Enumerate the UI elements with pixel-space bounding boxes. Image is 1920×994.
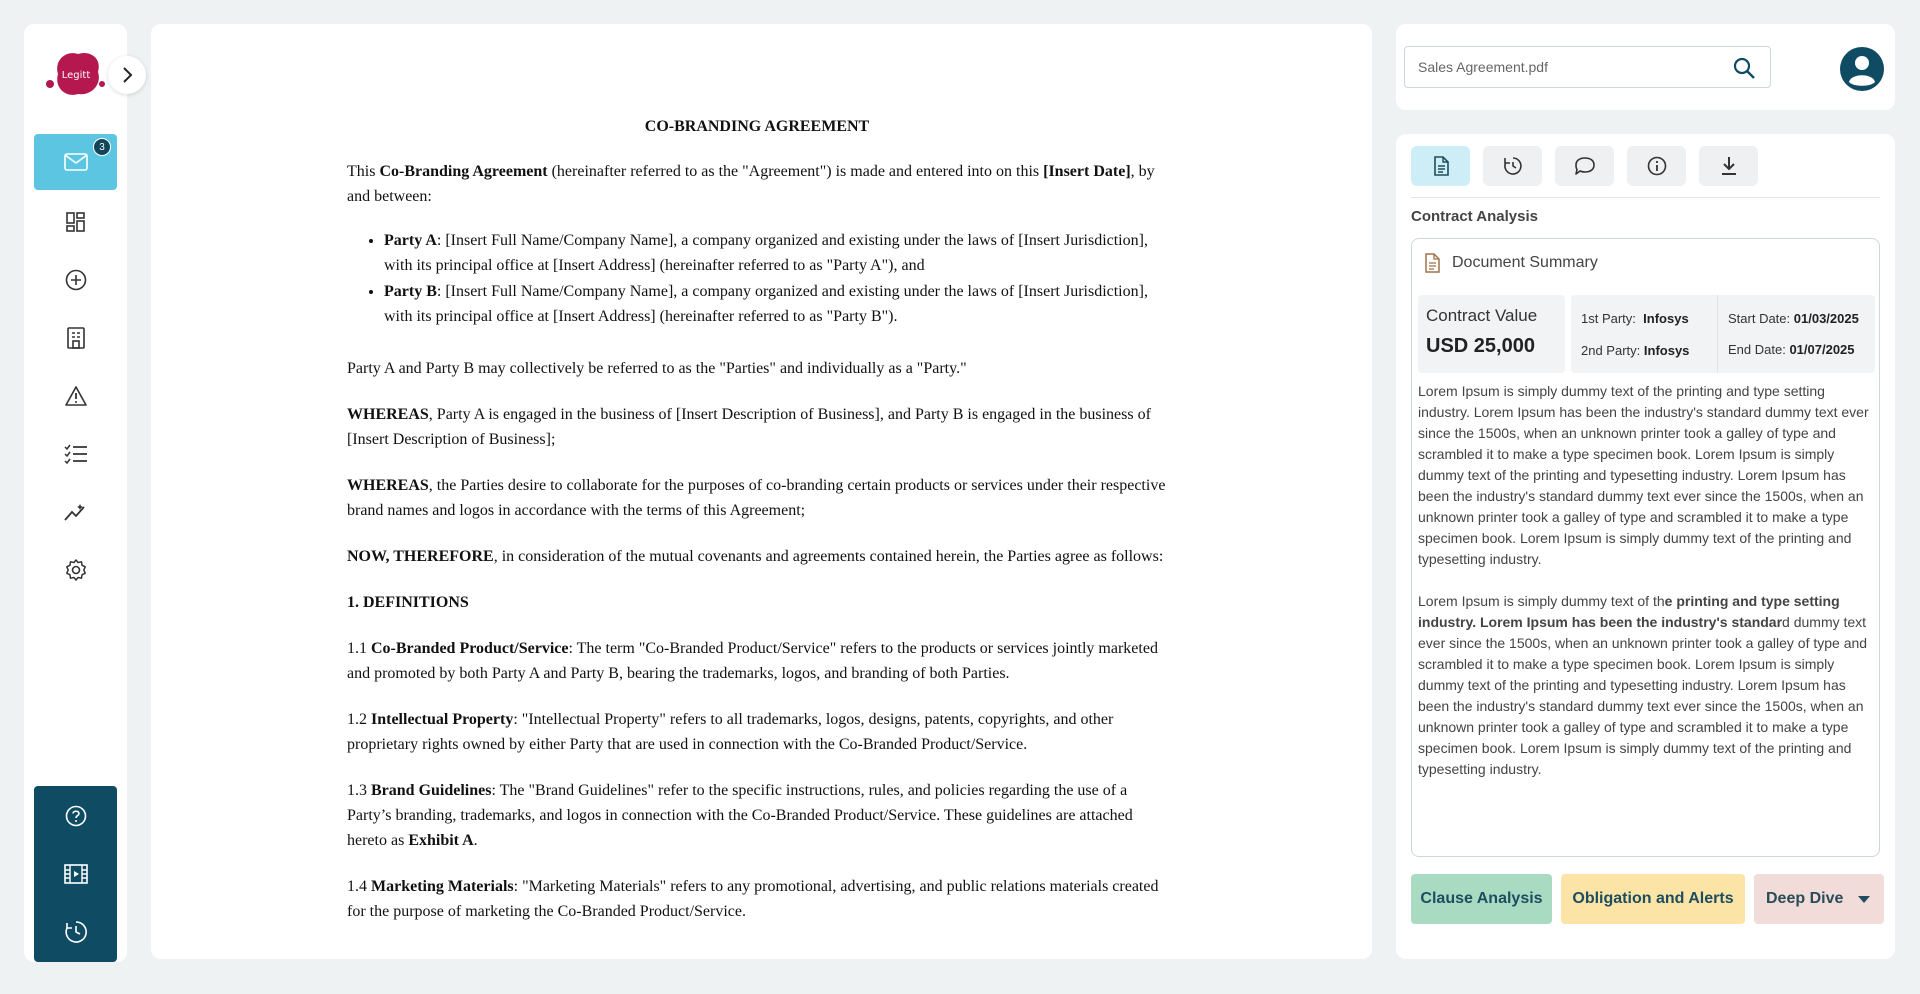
info-icon — [1647, 156, 1667, 176]
document-summary-card — [1411, 238, 1880, 857]
gear-icon — [64, 558, 88, 582]
whereas-paragraph: WHEREAS, the Parties desire to collaborate for the purposes of co-branding certain products or services under their respective brand names and logos in accordance with the terms of this Agreement; — [347, 477, 1166, 519]
summary-paragraph: Lorem Ipsum is simply dummy text of the printing and type setting industry. Lorem Ipsum has been the industry's standard dummy text ever since the 1500s, when an unknown printer took a galley of type and scrambled it to make a type specimen book. Lorem Ipsum is simply dummy text of the printing and typesetting industry. Lorem Ipsum has been the industry's standard dummy text ever since the 1500s, when an unknown printer took a galley of type and scrambled it to make a type specimen book. Lorem Ipsum is simply dummy text of the printing and typesetting industry. — [1418, 593, 1868, 777]
sidebar-item-inbox[interactable] — [34, 134, 117, 190]
intro-paragraph: This Co-Branding Agreement (hereinafter referred to as the "Agreement") is made and entered into on this [Insert Date], by and between: — [347, 163, 1155, 205]
search-value: Sales Agreement.pdf — [1418, 59, 1548, 75]
search-icon[interactable] — [1732, 56, 1756, 80]
plus-circle-icon — [65, 269, 87, 291]
obligation-alerts-button[interactable]: Obligation and Alerts — [1561, 874, 1745, 924]
list-item: • Party B: [Insert Full Name/Company Name], a company organized and existing under the laws of [Insert Jurisdiction], with its principal office at [Insert Address] (hereinafter referred to as "Party B"). — [384, 279, 1167, 329]
building-icon — [66, 327, 86, 349]
logo-text: Legitt — [61, 69, 91, 81]
contract-value-box — [1418, 295, 1565, 373]
parties-paragraph: Party A and Party B may collectively be referred to as the "Parties" and individually as a "Party." — [347, 360, 967, 377]
panel-tabs — [1411, 146, 1758, 186]
film-icon — [64, 864, 88, 884]
sidebar-item-templates[interactable] — [34, 310, 117, 366]
document-text-icon — [1424, 253, 1440, 273]
dashboard-icon — [66, 212, 86, 232]
deep-dive-label: Deep Dive — [1766, 890, 1844, 907]
party-column — [1571, 295, 1717, 373]
help-button[interactable] — [34, 788, 117, 844]
definition-paragraph: 1.3 Brand Guidelines: The "Brand Guidelines" refer to the specific instructions, rules, and policies regarding the use of a Party’s branding, trademarks, and logos in connection with the Co-Branded Product/Service. These guidelines are attached hereto as Exhibit A. — [347, 782, 1133, 849]
video-tutorials-button[interactable] — [34, 846, 117, 902]
inbox-badge: 3 — [93, 138, 111, 156]
expand-sidebar-button[interactable] — [108, 56, 146, 94]
action-buttons — [1411, 874, 1884, 924]
sidebar — [24, 24, 127, 962]
top-bar — [1396, 24, 1895, 110]
summary-header — [1424, 253, 1598, 273]
now-therefore-paragraph: NOW, THEREFORE, in consideration of the mutual covenants and agreements contained herein, the Parties agree as follows: — [347, 548, 1164, 565]
tab-document[interactable] — [1411, 146, 1470, 186]
download-icon — [1720, 156, 1738, 176]
party-list — [384, 228, 1167, 329]
mail-icon — [64, 153, 88, 171]
start-date: Start Date: 01/03/2025 — [1728, 311, 1859, 326]
clause-analysis-button[interactable]: Clause Analysis — [1411, 874, 1552, 924]
help-icon — [65, 805, 87, 827]
sidebar-item-alerts[interactable] — [34, 368, 117, 424]
tab-history[interactable] — [1483, 146, 1542, 186]
legitt-logo[interactable] — [44, 48, 108, 102]
summary-title: Document Summary — [1452, 254, 1598, 271]
document-viewer[interactable] — [151, 24, 1372, 959]
contract-value: USD 25,000 — [1426, 335, 1535, 357]
sidebar-item-create[interactable] — [34, 252, 117, 308]
tab-comments[interactable] — [1555, 146, 1614, 186]
definition-paragraph: 1.4 Marketing Materials: "Marketing Materials" refers to any promotional, advertising, and public relations materials created for the purpose of marketing the Co-Branded Product/Service. — [347, 878, 1159, 920]
sidebar-item-dashboard[interactable] — [34, 194, 117, 250]
contract-value-label: Contract Value — [1426, 306, 1538, 325]
help-block — [34, 786, 117, 962]
document-title: CO-BRANDING AGREEMENT — [644, 118, 870, 135]
caret-down-icon — [1857, 895, 1871, 904]
section-heading: 1. DEFINITIONS — [347, 594, 469, 611]
second-party: 2nd Party: Infosys — [1581, 343, 1690, 358]
search-input[interactable] — [1404, 46, 1771, 88]
sidebar-item-tasks[interactable] — [34, 426, 117, 482]
clock-icon — [64, 920, 88, 944]
tab-divider — [1411, 197, 1880, 198]
analysis-panel — [1396, 134, 1895, 959]
tab-download[interactable] — [1699, 146, 1758, 186]
comment-icon — [1574, 156, 1596, 176]
tab-info[interactable] — [1627, 146, 1686, 186]
end-date: End Date: 01/07/2025 — [1728, 342, 1855, 357]
history-icon — [1503, 156, 1523, 176]
first-party: 1st Party: Infosys — [1581, 311, 1689, 326]
warning-icon — [64, 385, 88, 407]
checklist-icon — [64, 444, 88, 464]
definition-paragraph: 1.2 Intellectual Property: "Intellectual Property" refers to all trademarks, logos, designs, patents, copyrights, and other proprietary rights owned by either Party that are used in connection with the Co-Branded Product/Service. — [347, 711, 1114, 753]
dates-column — [1718, 295, 1875, 373]
list-item: • Party A: [Insert Full Name/Company Name], a company organized and existing under the laws of [Insert Jurisdiction], with its principal office at [Insert Address] (hereinafter referred to as "Party A"), and — [384, 228, 1167, 278]
section-label: Contract Analysis — [1411, 208, 1538, 225]
party-details-box — [1571, 295, 1875, 373]
whereas-paragraph: WHEREAS, Party A is engaged in the business of [Insert Description of Business], and Party B is engaged in the business of [Insert Description of Business]; — [347, 406, 1151, 448]
summary-text — [1418, 381, 1874, 801]
sidebar-item-settings[interactable] — [34, 542, 117, 598]
document-body — [347, 114, 1167, 945]
analytics-icon — [64, 502, 88, 522]
document-icon — [1433, 156, 1449, 176]
summary-paragraph: Lorem Ipsum is simply dummy text of the printing and type setting industry. Lorem Ipsum has been the industry's standard dummy text ever since the 1500s, when an unknown printer took a galley of type and scrambled it to make a type specimen book. Lorem Ipsum is simply dummy text of the printing and typesetting industry. Lorem Ipsum has been the industry's standard dummy text ever since the 1500s, when an unknown printer took a galley of type and scrambled it to make a type specimen book. Lorem Ipsum is simply dummy text of the printing and typesetting industry. — [1418, 383, 1869, 567]
activity-button[interactable] — [34, 904, 117, 960]
deep-dive-dropdown[interactable] — [1754, 874, 1884, 924]
avatar[interactable] — [1839, 46, 1885, 92]
user-icon — [1839, 46, 1885, 92]
chevron-right-icon — [120, 66, 134, 84]
sidebar-item-analytics[interactable] — [34, 484, 117, 540]
definition-paragraph: 1.1 Co-Branded Product/Service: The term "Co-Branded Product/Service" refers to the products or services jointly marketed and promoted by both Party A and Party B, bearing the trademarks, logos, and branding of both Parties. — [347, 640, 1158, 682]
